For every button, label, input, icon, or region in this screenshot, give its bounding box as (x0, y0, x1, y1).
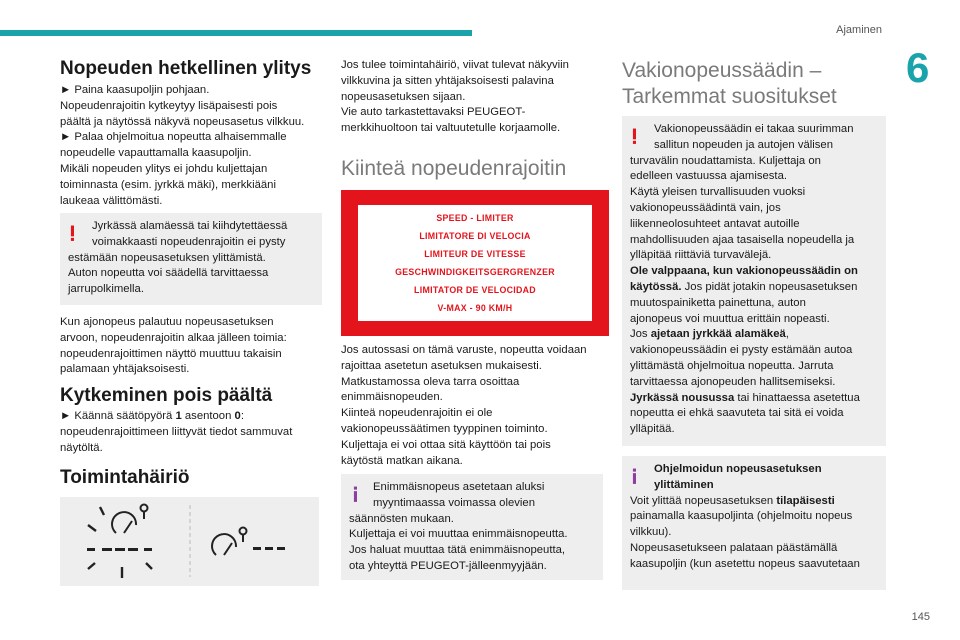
speedometer-icon (60, 497, 319, 586)
sticker-line: V-MAX - 90 KM/H (437, 303, 513, 313)
chapter-number: 6 (906, 44, 930, 91)
exclamation-icon (626, 126, 646, 148)
section-label: Ajaminen (836, 24, 882, 36)
speed-limiter-sticker (341, 190, 609, 336)
warning-note-downhill: Jyrkässä alamäessä tai kiihdytettäessä voimakkaasti nopeudenrajoitin ei pysty estämään nopeusasetuksen ylittämistä. Auton nopeutta voi säädellä tarvittaessa jarrupolkimella. (60, 213, 322, 305)
sticker-line: LIMITEUR DE VITESSE (424, 249, 526, 259)
warning-note-cruise: Vakionopeussäädin ei takaa suurimman sallitun nopeuden ja autojen välisen turvavälin noudattamista. Kuljettaja on edelleen vastuussa ajamisesta. Käytä yleisen turvallisuuden vuoksi vakionopeussäädintä vain, jos liikenneolosuhteet antavat autoille mahdollisuuden ajaa tasaisella nopeudella ja ylläpitää riittäviä turvavälejä. Ole valppaana, kun vakionopeussäädin on käytössä. Jos pidät jotakin nopeusasetuksen muutospainiketta painettuna, auton ajonopeus voi muuttua erittäin nopeasti. Jos ajetaan jyrkkää alamäkeä, vakionopeussäädin ei pysty estämään autoa ylittämästä ohjelmoitua nopeutta. Jarruta tarvittaessa ajonopeuden hallitsemiseksi. Jyrkässä nousussa tai hinattaessa asetettua nopeutta ei ehkä saavuteta tai sitä ei voida ylläpitää. (622, 116, 886, 446)
heading-switch-off: Kytkeminen pois päältä (60, 385, 273, 406)
sticker-line: GESCHWINDIGKEITSGERGRENZER (395, 267, 555, 277)
heading-malfunction: Toimintahäiriö (60, 467, 190, 488)
overspeed-text: ► Paina kaasupoljin pohjaan. Nopeudenrajoitin kytkeytyy lisäpaisesti pois päältä ja näytössä näkyvä nopeusasetus vilkkuu. ► Palaa ohjelmoitua nopeutta alhaisemmalle nopeudelle vapauttamalla kaasupoljin. Mikäli nopeuden ylitys ei johdu kuljettajan toiminnasta (esim. jyrkkä mäki), merkkiääni laukeaa välittömästi. (60, 84, 305, 207)
info-note-overspeed: Ohjelmoidun nopeusasetuksen ylittäminen Voit ylittää nopeusasetuksen tilapäisesti painamalla kaasupoljinta (ohjelmoitu nopeus vilkkuu). Nopeusasetukseen palataan päästämällä kaasupoljin (kun asetettu nopeus saavutetaan (622, 456, 886, 590)
heading-cruise-recommendations: Vakionopeussäädin – Tarkemmat suositukset (622, 59, 837, 108)
malfunction-text: Jos tulee toimintahäiriö, viivat tulevat näkyviin vilkkuvina ja sitten yhtäjaksoisesti palavina nopeusasetuksen sijaan. Vie auto tarkastettavaksi PEUGEOT- merkkihuoltoon tai valtuutetulle korjaamolle. (341, 59, 569, 135)
sticker-line: LIMITATORE DI VELOCIA (419, 231, 531, 241)
heading-overspeed: Nopeuden hetkellinen ylitys (60, 58, 312, 79)
switch-off-text: ► Käännä säätöpyörä 1 asentoon 0: nopeudenrajoittimeen liittyvät tiedot sammuvat näytöltä. (60, 410, 293, 454)
info-icon (626, 466, 646, 488)
malfunction-display-illustration (60, 497, 319, 586)
info-icon (347, 484, 367, 506)
info-note-max-speed: Enimmäisnopeus asetetaan aluksi myyntimaassa voimassa olevien säännösten mukaan. Kuljettaja ei voi muuttaa enimmäisnopeutta. Jos haluat muuttaa tätä enimmäisnopeutta, ota yhteyttä PEUGEOT-jälleenmyyjään. (341, 474, 603, 580)
sticker-line: LIMITATOR DE VELOCIDAD (414, 285, 536, 295)
page-number: 145 (911, 611, 930, 623)
exclamation-icon (64, 223, 84, 245)
header-accent-bar (0, 30, 472, 36)
sticker-label (357, 204, 593, 322)
heading-fixed-limiter: Kiinteä nopeudenrajoitin (341, 157, 567, 180)
sticker-line: SPEED - LIMITER (436, 213, 514, 223)
resume-text: Kun ajonopeus palautuu nopeusasetuksen arvoon, nopeudenrajoitin alkaa jälleen toimia: nopeudenrajoittimen näyttö muuttuu takaisin palamaan yhtäjaksoisesti. (60, 316, 287, 376)
fixed-limiter-text: Jos autossasi on tämä varuste, nopeutta voidaan rajoittaa asetetun asetuksen mukaisesti. Matkustamossa oleva tarra osoittaa enimmäisnopeuden. Kiinteä nopeudenrajoitin ei ole vakionopeussäätimen tyyppinen toiminto. Kuljettaja ei voi ottaa sitä käyttöön tai pois käytöstä matkan aikana. (341, 344, 587, 467)
